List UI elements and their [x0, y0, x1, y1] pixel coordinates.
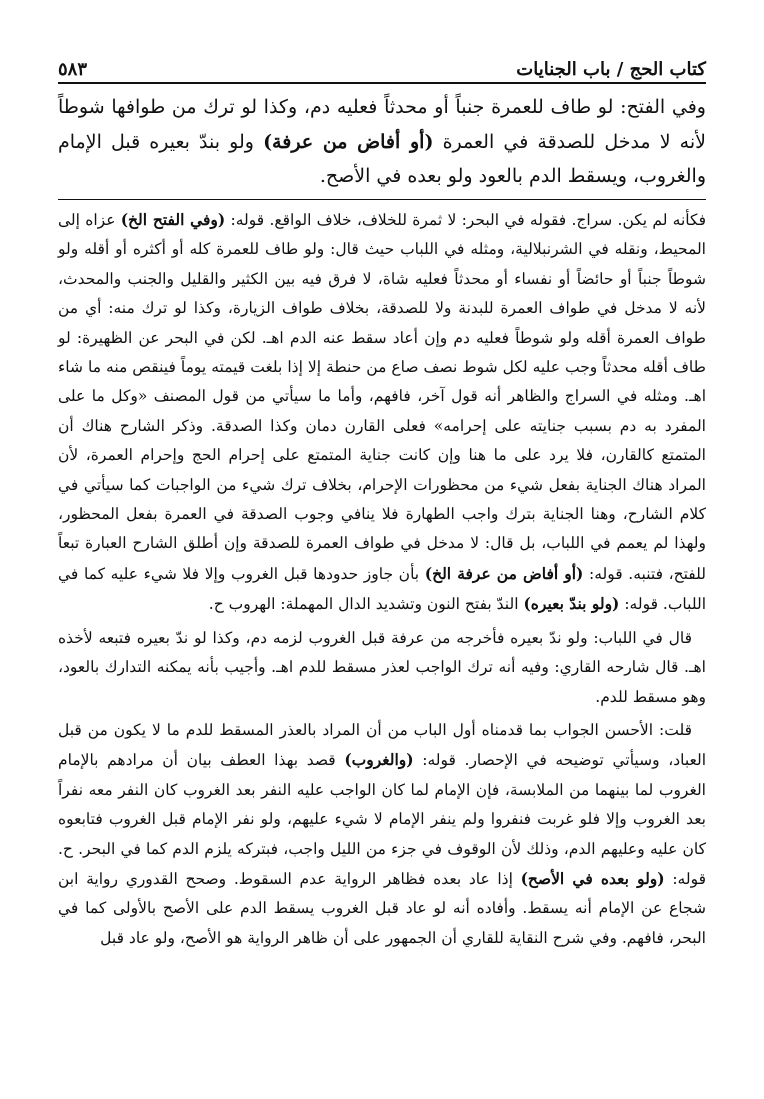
text-run: قصد بهذا العطف بيان أن مرادهم بالإمام الغروب لما بينهما من الملابسة، فإن الإمام لما كان الواجب عليه النفر بعد الغروب كان النفر معه نفراً بعد الغروب وإلا فلو غربت فنفروا ولم ينفر الإمام لا شيء عليهم، ولو نفر الإمام قبل الغروب فتابعوه كان عليه وعليهم الدم، وذلك لأن الوقوف في جزء من الليل واجب، فبتركه يلزم الدم كما في البحر. ح. قوله: [58, 751, 706, 888]
text-run: الندّ بفتح النون وتشديد الدال المهملة: الهروب ح. [208, 595, 524, 614]
text-run: وفي الفتح: لو طاف للعمرة جنباً أو محدثاً فعليه دم، وكذا لو ترك من طوافها شوطاً لأنه لا مدخل للصدقة في العمرة [58, 96, 706, 153]
commentary-paragraph: قال في اللباب: ولو ندّ بعيره فأخرجه من عرفة قبل الغروب لزمه دم، وكذا لو ندّ بعيره فتبعه لأخذه اهـ. قال شارحه القاري: وفيه أنه ترك الواجب لعذر مسقط للدم اهـ. وأجيب بأنه يمكنه التدارك بالعود، وهو مسقط للدم. [58, 628, 706, 706]
page-header [58, 54, 706, 84]
main-text [58, 90, 706, 194]
page-number: ٥٨٣ [58, 59, 88, 80]
text-run: بأن جاوز حدودها قبل الغروب وإلا فلا شيء عليه كما في اللباب. قوله: [58, 564, 706, 614]
commentary-text [58, 205, 706, 957]
running-title: كتاب الحج / باب الجنايات [516, 59, 706, 80]
text-run: عزاه إلى المحيط، ونقله في الشرنبلالية، ومثله في اللباب حيث قال: ولو طاف للعمرة كله أو أكثره أو أقله ولو شوطاً جنباً أو حائضاً أو نفساء أو محدثاً فعليه شاة، لا فرق فيه بين الكثير والقليل والجنب والمحدث، لأنه لا مدخل في طواف العمرة للبدنة ولا للصدقة، بخلاف طواف الزيارة، وكذا لو ترك منه: أي من طواف العمرة أقله ولو شوطاً فعليه دم وإن أعاد سقط عنه الدم اهـ. لكن في البحر عن الظهيرة: لو طاف أقله محدثاً وجب عليه لكل شوط نصف صاع من حنطة إلا إذا بلغت قيمته يوماً فينقص منه ما شاء اهـ. ومثله في السراج والظاهر أنه قول آخر، فافهم، وأما ما سيأتي من قول المصنف «وكل ما على المفرد به دم بسبب جنايته على إحرامه» فعلى القارن دمان وكذا الصدقة. وذكر الشارح هناك أن المتمتع كالقارن، فلا يرد على ما هنا وإن كانت جناية المتمتع على إحرام الحج وإحرام العمرة، لأن المراد هناك الجناية بفعل شيء من محظورات الإحرام، بخلاف ترك شيء من الواجبات كما سيأتي في كلام الشارح، وهنا الجناية بترك واجب الطهارة فلا ينافي وجوب الصدقة في العمرة بفعل المحظور، ولهذا لم يعمم في اللباب، بل قال: لا مدخل في طواف العمرة للصدقة وإن أطلق الشارح العبارة تبعاً للفتح، فتنبه. قوله: [58, 211, 706, 583]
text-run: ولو بندّ بعيره قبل الإمام والغروب، ويسقط الدم بالعود ولو بعده في الأصح. [58, 130, 706, 187]
commentary-paragraph [58, 716, 706, 953]
commentary-paragraph [58, 205, 706, 620]
bold-term: (ولو بندّ بعيره) [523, 594, 620, 614]
text-run: إذا عاد بعده فظاهر الرواية عدم السقوط. وصحح القدوري رواية ابن شجاع عن الإمام أنه يسقط. وأفاده أنه لو عاد قبل الغروب يسقط الدم على الأصح بالأولى كما في البحر، فافهم. وفي شرح النقاية للقاري أن الجمهور على أن ظاهر الرواية هو الأصح، ولو عاد قبل [58, 869, 706, 947]
bold-term: (ولو بعده في الأصح) [520, 868, 665, 888]
text-run: فكأنه لم يكن. سراج. فقوله في البحر: لا ثمرة للخلاف، خلاف الواقع. قوله: [225, 211, 707, 229]
bold-term: (وفي الفتح الخ) [120, 210, 226, 229]
separator-line [58, 199, 706, 200]
bold-term: (أو أفاض من عرفة) [263, 130, 434, 153]
bold-term: (والغروب) [344, 750, 414, 770]
bold-term: (أو أفاض من عرفة الخ) [424, 563, 584, 583]
text-run: قلت: الأحسن الجواب بما قدمناه أول الباب من أن المراد بالعذر المسقط للدم ما لا يكون من قبل العباد، وسيأتي توضيحه في الإحصار. قوله: [58, 720, 707, 770]
main-text-paragraph [58, 90, 706, 194]
